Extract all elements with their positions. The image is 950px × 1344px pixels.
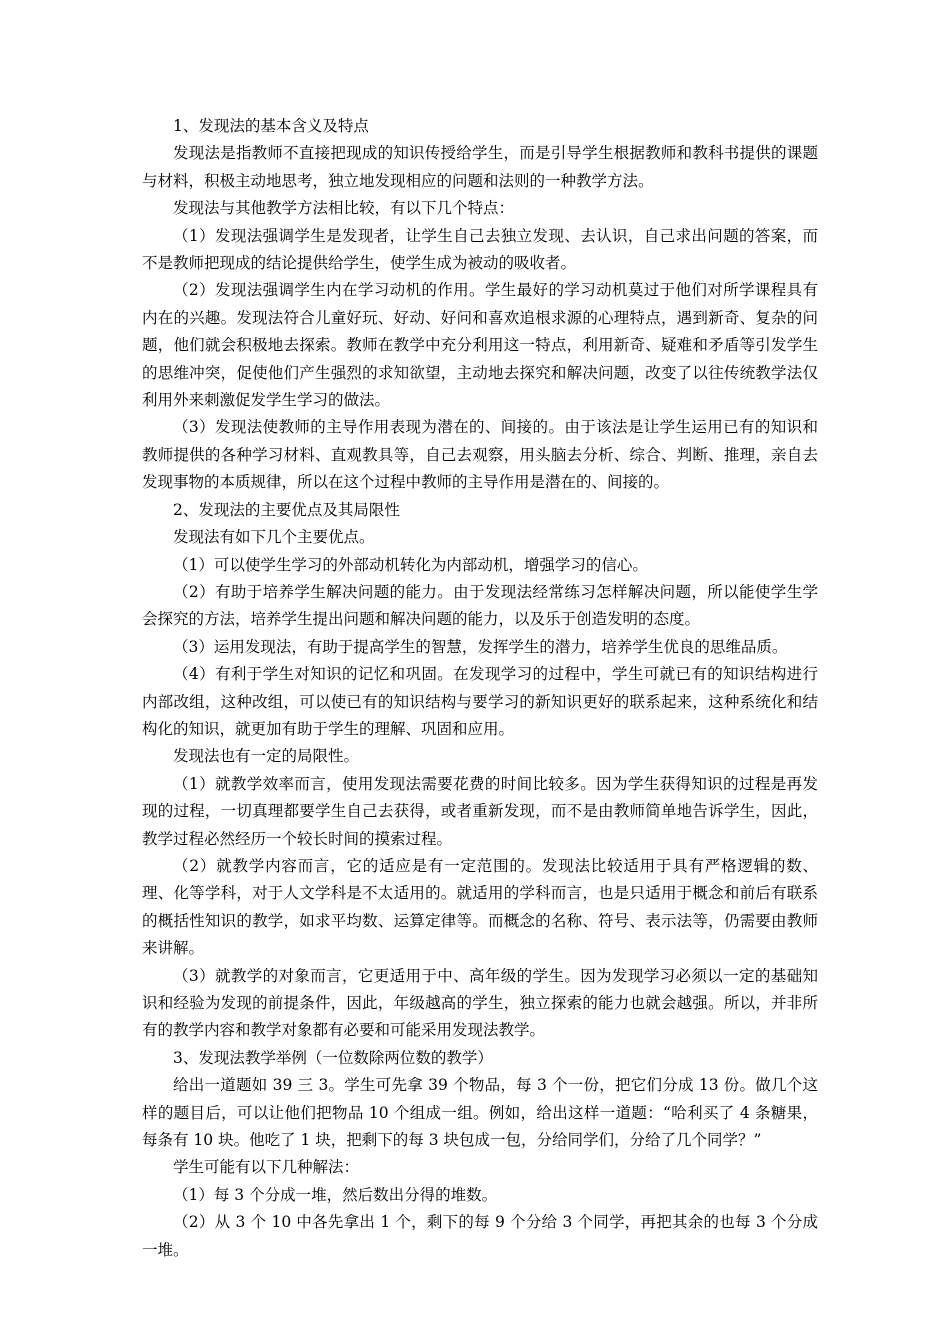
paragraph: 学生可能有以下几种解法： [173, 1158, 360, 1177]
list-item: （2）有助于培养学生解决问题的能力。由于发现法经常练习怎样解决问题，所以能使学生学会探究的方法，培养学生提出问题和解决问题的能力，以及乐于创造发明的态度。 [142, 582, 818, 629]
list-item: （2）从 3 个 10 中各先拿出 1 个，剩下的每 9 个分给 3 个同学，再把其余的也每 3 个分成一堆。 [142, 1213, 818, 1259]
paragraph: 给出一道题如 39 三 3。学生可先拿 39 个物品，每 3 个一份，把它们分成 13 份。做几个这样的题目后，可以让他们把物品 10 个组成一组。例如，给出这样一道题：“哈利买了 4 条糖果，每条有 10 块。他吃了 1 块，把剩下的每 3 块包成一包，分给同学们，分给了几个同学？” [142, 1076, 818, 1150]
list-item: （3）就教学的对象而言，它更适用于中、高年级的学生。因为发现学习必须以一定的基础知识和经验为发现的前提条件，因此，年级越高的学生，独立探索的能力也就会越强。所以，并非所有的教学内容和教学对象都有必要和可能采用发现法教学。 [142, 966, 818, 1040]
list-item: （4）有利于学生对知识的记忆和巩固。在发现学习的过程中，学生可就已有的知识结构进行内部改组，这种改组，可以使已有的知识结构与要学习的新知识更好的联系起来，这种系统化和结构化的知识，就更加有助于学生的理解、巩固和应用。 [142, 665, 818, 738]
paragraph: 发现法是指教师不直接把现成的知识传授给学生，而是引导学生根据教师和教科书提供的课题与材料，积极主动地思考，独立地发现相应的问题和法则的一种教学方法。 [142, 144, 818, 190]
list-item: （1）发现法强调学生是发现者，让学生自己去独立发现、去认识，自己求出问题的答案，而不是教师把现成的结论提供给学生，使学生成为被动的吸收者。 [142, 226, 818, 273]
paragraph: 发现法也有一定的局限性。 [173, 747, 360, 766]
document-body [142, 113, 818, 1264]
list-item: （3）运用发现法，有助于提高学生的智慧，发挥学生的潜力，培养学生优良的思维品质。 [173, 637, 788, 656]
list-item: （3）发现法使教师的主导作用表现为潜在的、间接的。由于该法是让学生运用已有的知识和教师提供的各种学习材料、直观教具等，自己去观察，用头脑去分析、综合、判断、推理，亲自去发现事物的本质规律，所以在这个过程中教师的主导作用是潜在的、间接的。 [142, 418, 818, 492]
list-item: （2）就教学内容而言，它的适应是有一定范围的。发现法比较适用于具有严格逻辑的数、理、化等学科，对于人文学科是不太适用的。就适用的学科而言，也是只适用于概念和前后有联系的概括性知识的教学，如求平均数、运算定律等。而概念的名称、符号、表示法等，仍需要由教师来讲解。 [142, 856, 818, 958]
section-heading-1: 1、发现法的基本含义及特点 [173, 117, 369, 135]
section-heading-2: 2、发现法的主要优点及其局限性 [173, 500, 400, 519]
list-item: （1）可以使学生学习的外部动机转化为内部动机，增强学习的信心。 [173, 555, 648, 574]
paragraph: 发现法有如下几个主要优点。 [173, 528, 375, 547]
list-item: （1）每 3 个分成一堆，然后数出分得的堆数。 [173, 1185, 498, 1204]
list-item: （2）发现法强调学生内在学习动机的作用。学生最好的学习动机莫过于他们对所学课程具有内在的兴趣。发现法符合儿童好玩、好动、好问和喜欢追根求源的心理特点，遇到新奇、复杂的问题，他们就会积极地去探索。教师在教学中充分利用这一特点，利用新奇、疑难和矛盾等引发学生的思维冲突，促使他们产生强烈的求知欲望，主动地去探究和解决问题，改变了以往传统教学法仅利用外来刺激促发学生学习的做法。 [142, 281, 818, 410]
paragraph: 发现法与其他教学方法相比较，有以下几个特点： [173, 199, 515, 218]
section-heading-3: 3、发现法教学举例（一位数除两位数的教学） [173, 1048, 493, 1067]
list-item: （1）就教学效率而言，使用发现法需要花费的时间比较多。因为学生获得知识的过程是再发现的过程，一切真理都要学生自己去获得，或者重新发现，而不是由教师简单地告诉学生，因此，教学过程必然经历一个较长时间的摸索过程。 [142, 774, 818, 848]
